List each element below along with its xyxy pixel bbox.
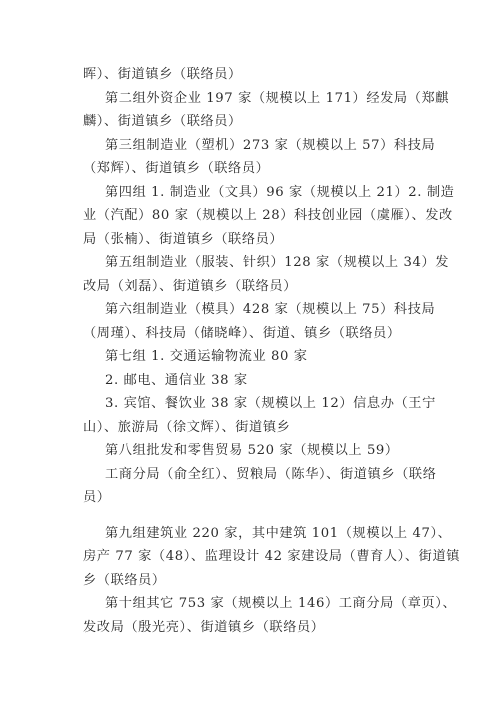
paragraph-line: 局（张楠）、街道镇乡（联络员） xyxy=(83,231,284,247)
paragraph-line: 房产 77 家（48）、监理设计 42 家建设局（曹育人）、街道镇 xyxy=(83,549,461,564)
paragraph-line: （周瑾）、科技局（储晓峰）、街道、镇乡（联络员） xyxy=(83,325,401,341)
paragraph-line: 工商分局（俞全红）、贸粮局（陈华）、街道镇乡（联络 xyxy=(105,466,437,482)
paragraph-line: 第六组制造业（模具）428 家（规模以上 75）科技局 xyxy=(105,302,436,317)
paragraph-line: 第九组建筑业 220 家，其中建筑 101（规模以上 47）、 xyxy=(105,525,452,541)
paragraph-line: 改局（刘磊）、街道镇乡（联络员） xyxy=(83,278,297,294)
paragraph-line: 山）、旅游局（徐文辉）、街道镇乡 xyxy=(83,419,291,435)
paragraph-line: 晖）、街道镇乡（联络员） xyxy=(83,67,242,82)
paragraph-line: 3. 宾馆、餐饮业 38 家（规模以上 12）信息办（王宁 xyxy=(105,396,436,411)
paragraph-line: 第十组其它 753 家（规模以上 146）工商分局（章页）、 xyxy=(105,596,457,611)
paragraph-line: 第五组制造业（服装、针织）128 家（规模以上 34）发 xyxy=(105,255,450,270)
paragraph-line: 第七组 1. 交通运输物流业 80 家 xyxy=(105,349,308,364)
paragraph-line: 员） xyxy=(83,490,111,505)
paragraph-line: 第三组制造业（塑机）273 家（规模以上 57）科技局 xyxy=(105,137,436,153)
paragraph-line: 2. 邮电、通信业 38 家 xyxy=(105,372,248,388)
paragraph-line: 第四组 1. 制造业（文具）96 家（规模以上 21）2. 制造 xyxy=(105,184,455,200)
paragraph-line: 麟）、街道镇乡（联络员） xyxy=(83,114,242,129)
paragraph-line: 业（汽配）80 家（规模以上 28）科技创业园（虞雁）、发改 xyxy=(83,208,453,223)
spacer xyxy=(83,510,428,522)
paragraph-line: 乡（联络员） xyxy=(83,572,166,588)
document-body xyxy=(83,63,461,639)
paragraph-line: 发改局（殷光亮）、街道镇乡（联络员） xyxy=(83,619,325,635)
paragraph-line: 第二组外资企业 197 家（规模以上 171）经发局（郑麒 xyxy=(105,90,450,106)
paragraph-line: （郑辉）、街道镇乡（联络员） xyxy=(83,161,270,176)
paragraph-line: 第八组批发和零售贸易 520 家（规模以上 59） xyxy=(105,443,399,458)
